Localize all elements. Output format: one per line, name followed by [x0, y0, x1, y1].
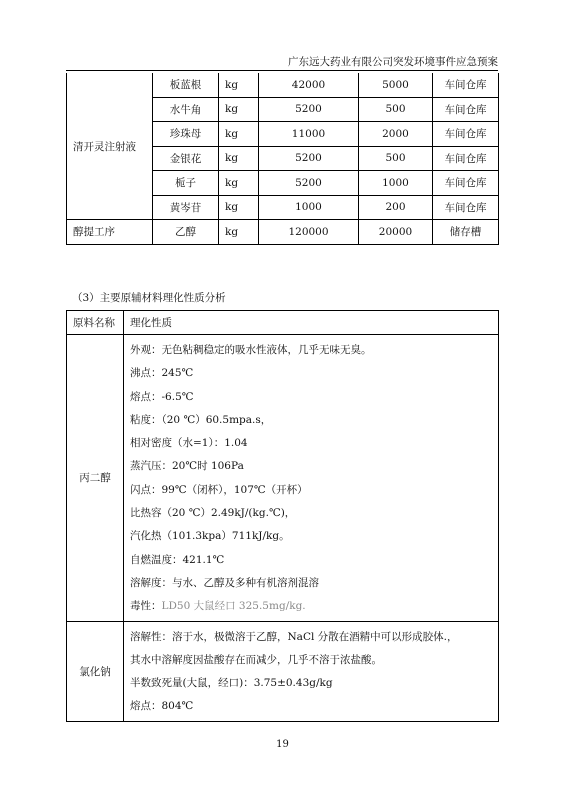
header-rule — [66, 70, 498, 71]
property-row — [67, 621, 499, 721]
property-line: 比热容（20 ℃）2.49kJ/(kg.℃)， — [130, 507, 296, 520]
header-cell-name: 原料名称 — [67, 311, 124, 335]
amount-cell: 120000 — [259, 220, 359, 245]
amount-cell: 5200 — [259, 146, 359, 171]
property-line: 粘度：（20 ℃）60.5mpa.s， — [130, 413, 272, 426]
storage-location-cell: 车间仓库 — [433, 146, 499, 171]
amount-cell: 42000 — [259, 73, 359, 97]
storage-amount-cell: 500 — [359, 146, 433, 171]
property-line: 汽化热（101.3kpa）711kJ/kg。 — [130, 530, 290, 543]
amount-cell: 11000 — [259, 122, 359, 147]
section-title: （3）主要原辅材料理化性质分析 — [72, 292, 226, 304]
material-name-cell: 氯化钠 — [67, 621, 124, 721]
storage-location-cell: 车间仓库 — [433, 171, 499, 196]
storage-location-cell: 车间仓库 — [433, 73, 499, 97]
storage-amount-cell: 5000 — [359, 73, 433, 97]
property-cell — [124, 335, 499, 622]
unit-cell: kg — [219, 146, 259, 171]
unit-cell: kg — [219, 97, 259, 122]
property-line: 溶解度：与水、乙醇及多种有机溶剂混溶 — [130, 576, 319, 589]
storage-location-cell: 车间仓库 — [433, 195, 499, 220]
process-cell: 醇提工序 — [67, 220, 153, 245]
property-line: 蒸汽压：20℃时 106Pa — [130, 460, 244, 473]
property-line: 外观：无色粘稠稳定的吸水性液体，几乎无味无臭。 — [130, 344, 372, 356]
storage-amount-cell: 2000 — [359, 122, 433, 147]
storage-amount-cell: 20000 — [359, 220, 433, 245]
properties-table — [66, 310, 499, 722]
property-line: 自燃温度：421.1℃ — [130, 553, 225, 566]
process-cell: 清开灵注射液 — [67, 73, 153, 220]
material-name-cell: 水牛角 — [153, 97, 219, 122]
table-row — [67, 73, 499, 97]
amount-cell: 5200 — [259, 171, 359, 196]
material-name-cell: 乙醇 — [153, 220, 219, 245]
property-line: 半数致死量(大鼠，经口)：3.75±0.43g/kg — [130, 677, 333, 690]
unit-cell: kg — [219, 73, 259, 97]
unit-cell: kg — [219, 220, 259, 245]
unit-cell: kg — [219, 122, 259, 147]
material-name-cell: 栀子 — [153, 171, 219, 196]
properties-header-row — [67, 311, 499, 335]
material-name-cell: 丙二醇 — [67, 335, 124, 622]
page-number: 19 — [276, 739, 289, 750]
property-line: 闪点：99℃（闭杯），107℃（开杯） — [130, 483, 308, 496]
storage-amount-cell: 1000 — [359, 171, 433, 196]
amount-cell: 1000 — [259, 195, 359, 220]
storage-location-cell: 车间仓库 — [433, 97, 499, 122]
property-line: 其水中溶解度因盐酸存在而减少，几乎不溶于浓盐酸。 — [130, 653, 382, 666]
storage-amount-cell: 200 — [359, 195, 433, 220]
property-line-toxicity — [130, 595, 492, 618]
material-name-cell: 板蓝根 — [153, 73, 219, 97]
storage-location-cell: 储存槽 — [433, 220, 499, 245]
header-cell-props: 理化性质 — [124, 311, 499, 335]
property-line: 相对密度（水=1）：1.04 — [130, 437, 248, 450]
unit-cell: kg — [219, 171, 259, 196]
storage-location-cell: 车间仓库 — [433, 122, 499, 147]
material-name-cell: 黄岑苷 — [153, 195, 219, 220]
storage-amount-cell: 500 — [359, 97, 433, 122]
amount-cell: 5200 — [259, 97, 359, 122]
property-line: 熔点：-6.5℃ — [130, 390, 194, 403]
property-cell — [124, 621, 499, 721]
material-name-cell: 金银花 — [153, 146, 219, 171]
toxicity-label: 毒性： — [130, 600, 162, 613]
property-line: 沸点：245℃ — [130, 367, 194, 380]
table-row — [67, 220, 499, 245]
materials-table — [66, 73, 499, 245]
property-line: 溶解性：溶于水，极微溶于乙醇，NaCl 分散在酒精中可以形成胶体.， — [130, 630, 458, 643]
toxicity-value: LD50 大鼠经口 325.5mg/kg. — [161, 600, 306, 613]
property-line: 熔点：804℃ — [130, 700, 194, 713]
material-name-cell: 珍珠母 — [153, 122, 219, 147]
document-header: 广东远大药业有限公司突发环境事件应急预案 — [288, 56, 498, 68]
unit-cell: kg — [219, 195, 259, 220]
property-row — [67, 335, 499, 622]
